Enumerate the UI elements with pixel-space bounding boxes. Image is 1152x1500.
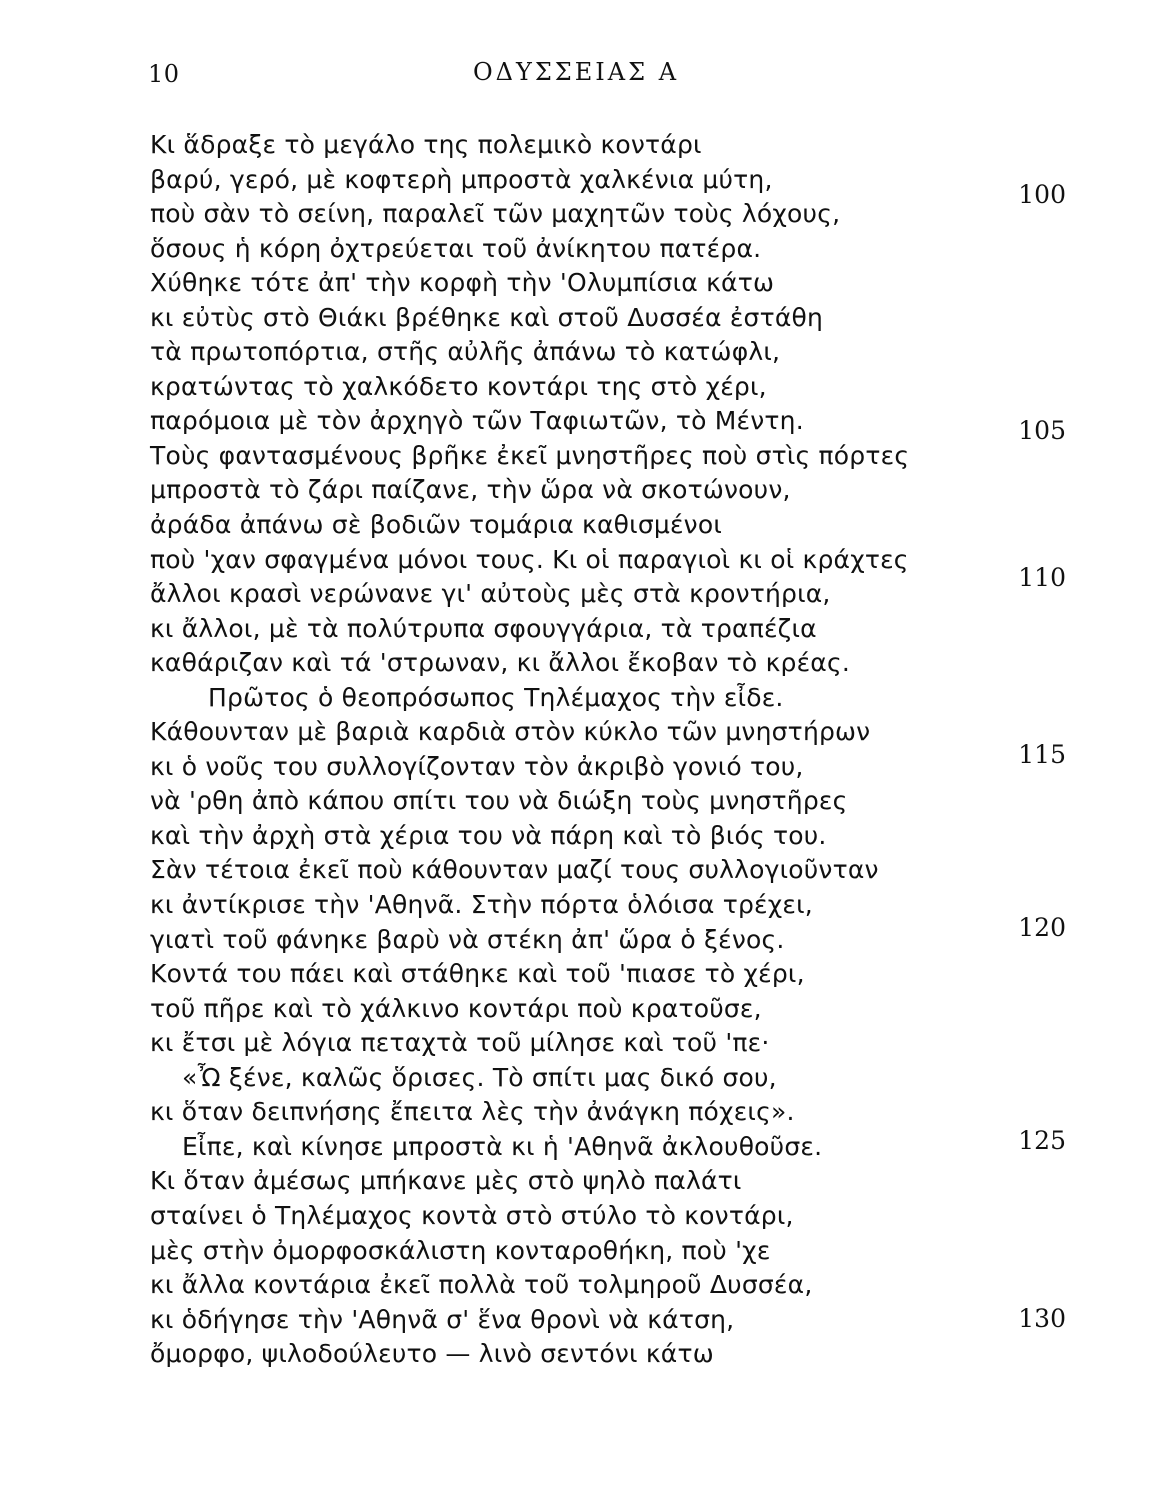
verse-line: Εἶπε, καὶ κίνησε μπροστὰ κι ἡ 'Αθηνᾶ ἀκλουθοῦσε. xyxy=(182,1131,823,1161)
line-number: 110 xyxy=(1018,563,1066,592)
verse-line: Τοὺς φαντασμένους βρῆκε ἐκεῖ μνηστῆρες ποὺ στὶς πόρτες xyxy=(150,440,910,470)
verse-line: μὲς στὴν ὀμορφοσκάλιστη κονταροθήκη, ποὺ 'χε xyxy=(150,1235,771,1265)
line-number: 125 xyxy=(1018,1126,1066,1155)
verse-line: ἄλλοι κρασὶ νερώνανε γι' αὐτοὺς μὲς στὰ κροντήρια, xyxy=(150,579,831,609)
verse-line: κι ἄλλοι, μὲ τὰ πολύτρυπα σφουγγάρια, τὰ τραπέζια xyxy=(150,613,817,643)
verse-line: Κάθουνταν μὲ βαριὰ καρδιὰ στὸν κύκλο τῶν μνηστήρων xyxy=(150,717,871,747)
verse-line: ἀράδα ἀπάνω σὲ βοδιῶν τομάρια καθισμένοι xyxy=(150,510,723,540)
verse-line: κι εὐτὺς στὸ Θιάκι βρέθηκε καὶ στοῦ Δυσσέα ἐστάθη xyxy=(150,302,824,332)
verse-line: ποὺ 'χαν σφαγμένα μόνοι τους. Κι οἱ παραγιοὶ κι οἱ κράχτες xyxy=(150,544,909,574)
verse-line: Χύθηκε τότε ἀπ' τὴν κορφὴ τὴν 'Ολυμπίσια κάτω xyxy=(150,268,775,298)
verse-line: σταίνει ὁ Τηλέμαχος κοντὰ στὸ στύλο τὸ κοντάρι, xyxy=(150,1200,794,1230)
verse-line: ὅσους ἡ κόρη ὀχτρεύεται τοῦ ἀνίκητου πατέρα. xyxy=(150,233,762,263)
verse-line: κι ἄλλα κοντάρια ἐκεῖ πολλὰ τοῦ τολμηροῦ Δυσσέα, xyxy=(150,1270,813,1300)
verse-line: τοῦ πῆρε καὶ τὸ χάλκινο κοντάρι ποὺ κρατοῦσε, xyxy=(150,993,762,1023)
verse-line: ποὺ σὰν τὸ σείνη, παραλεῖ τῶν μαχητῶν τοὺς λόχους, xyxy=(150,199,841,229)
verse-line: Πρῶτος ὁ θεοπρόσωπος Τηλέμαχος τὴν εἶδε. xyxy=(208,682,784,712)
verse-line: τὰ πρωτοπόρτια, στῆς αὐλῆς ἀπάνω τὸ κατώφλι, xyxy=(150,337,781,367)
verse-line: κι ὁδήγησε τὴν 'Αθηνᾶ σ' ἕνα θρονὶ νὰ κάτση, xyxy=(150,1304,735,1334)
verse-line: ὄμορφο, ψιλοδούλευτο — λινὸ σεντόνι κάτω xyxy=(150,1339,714,1369)
line-number: 100 xyxy=(1018,180,1066,209)
verse-line: γιατὶ τοῦ φάνηκε βαρὺ νὰ στέκη ἀπ' ὥρα ὁ ξένος. xyxy=(150,924,785,954)
verse-line: νὰ 'ρθη ἀπὸ κάπου σπίτι του νὰ διώξη τοὺς μνηστῆρες xyxy=(150,786,848,816)
verse-line: καὶ τὴν ἀρχὴ στὰ χέρια του νὰ πάρη καὶ τὸ βιός του. xyxy=(150,820,827,850)
verse-line: Σὰν τέτοια ἐκεῖ ποὺ κάθουνταν μαζί τους συλλογιοῦνταν xyxy=(150,855,879,885)
verse-line: «Ὦ ξένε, καλῶς ὅρισες. Τὸ σπίτι μας δικό σου, xyxy=(182,1062,777,1092)
verse-line: κι ὁ νοῦς του συλλογίζονταν τὸν ἀκριβὸ γονιό του, xyxy=(150,751,804,781)
line-number: 130 xyxy=(1018,1304,1066,1333)
running-head: ΟΔΥΣΣΕΙΑΣ Α xyxy=(472,58,680,86)
verse-block xyxy=(150,128,910,1372)
verse-line: κι ὅταν δειπνήσης ἔπειτα λὲς τὴν ἀνάγκη πόχεις». xyxy=(150,1097,795,1127)
verse-line: κρατώντας τὸ χαλκόδετο κοντάρι της στὸ χέρι, xyxy=(150,371,767,401)
verse-line: Κοντά του πάει καὶ στάθηκε καὶ τοῦ 'πιασε τὸ χέρι, xyxy=(150,959,805,989)
line-number: 115 xyxy=(1018,740,1066,769)
verse-line: κι ἔτσι μὲ λόγια πεταχτὰ τοῦ μίλησε καὶ τοῦ 'πε· xyxy=(150,1028,770,1058)
verse-line: καθάριζαν καὶ τά 'στρωναν, κι ἄλλοι ἔκοβαν τὸ κρέας. xyxy=(150,648,850,678)
verse-line: Κι ὅταν ἀμέσως μπήκανε μὲς στὸ ψηλὸ παλάτι xyxy=(150,1166,742,1196)
verse-line: παρόμοια μὲ τὸν ἀρχηγὸ τῶν Ταφιωτῶν, τὸ Μέντη. xyxy=(150,406,804,436)
line-number: 105 xyxy=(1018,416,1066,445)
page-number: 10 xyxy=(148,60,180,88)
verse-line: μπροστὰ τὸ ζάρι παίζανε, τὴν ὥρα νὰ σκοτώνουν, xyxy=(150,475,791,505)
line-number: 120 xyxy=(1018,913,1066,942)
verse-line: βαρύ, γερό, μὲ κοφτερὴ μπροστὰ χαλκένια μύτη, xyxy=(150,164,773,194)
verse-line: Κι ἅδραξε τὸ μεγάλο της πολεμικὸ κοντάρι xyxy=(150,130,702,159)
verse-line: κι ἀντίκρισε τὴν 'Αθηνᾶ. Στὴν πόρτα ὁλόισα τρέχει, xyxy=(150,890,813,920)
